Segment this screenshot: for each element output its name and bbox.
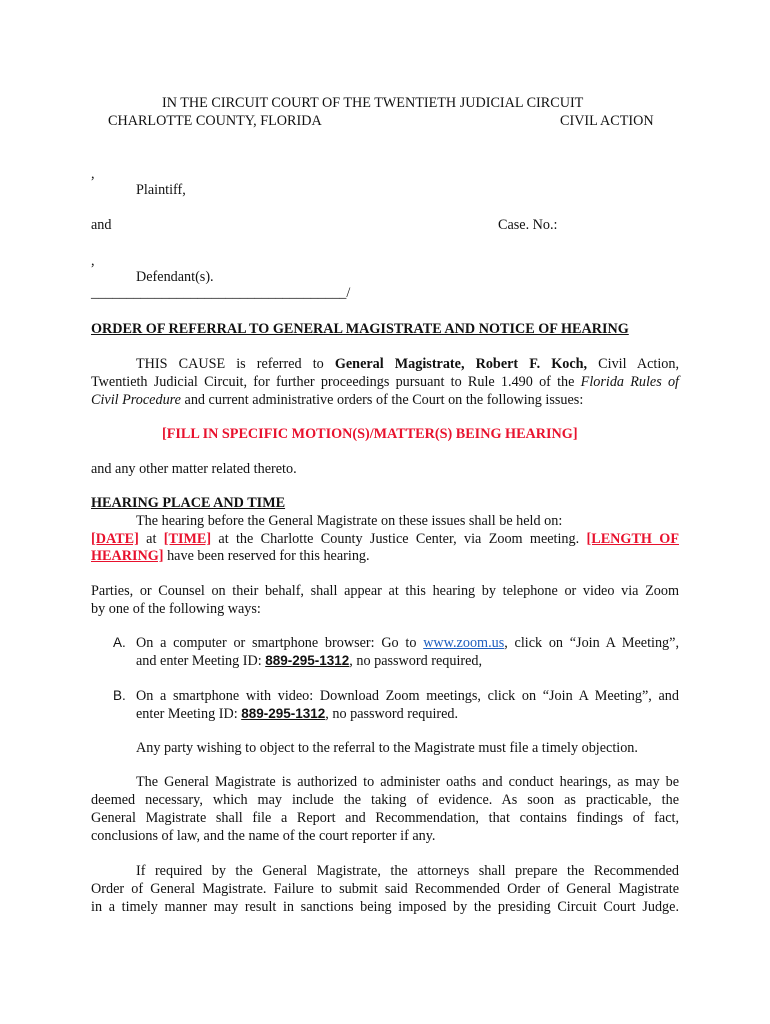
hearing-text: have been reserved for this hearing.: [163, 548, 370, 564]
authority-line-2: deemed necessary, which may include the taking of evidence. As soon as practicable, the: [91, 792, 679, 808]
case-number-label: Case. No.:: [498, 217, 558, 233]
plaintiff-label: Plaintiff,: [136, 182, 186, 198]
parties-line-2: by one of the following ways:: [91, 601, 261, 617]
option-text: and enter Meeting ID:: [136, 653, 266, 669]
zoom-link[interactable]: www.zoom.us: [423, 635, 505, 651]
intro-line-3: [91, 391, 583, 409]
option-text: , no password required,: [349, 653, 483, 669]
recommended-line-1: If required by the General Magistrate, the attorneys shall prepare the Recommended: [136, 863, 679, 879]
county-heading: CHARLOTTE COUNTY, FLORIDA: [108, 113, 322, 129]
meeting-id: 889-295-1312: [241, 706, 326, 721]
option-b-line-2: [136, 705, 458, 723]
length-placeholder: HEARING]: [91, 548, 164, 564]
option-a-line-2: [136, 652, 482, 670]
option-text: , no password required.: [325, 706, 459, 722]
order-title: ORDER OF REFERRAL TO GENERAL MAGISTRATE AND NOTICE OF HEARING: [91, 321, 629, 337]
recommended-line-3: in a timely manner may result in sanctions being imposed by the presiding Circuit Court Judge.: [91, 899, 679, 915]
option-b-line-1: On a smartphone with video: Download Zoom meetings, click on “Join A Meeting”, and: [136, 688, 679, 704]
court-heading: IN THE CIRCUIT COURT OF THE TWENTIETH JUDICIAL CIRCUIT: [162, 95, 584, 111]
length-placeholder: [LENGTH OF: [586, 531, 679, 547]
magistrate-name: General Magistrate, Robert F. Koch,: [334, 356, 588, 372]
defendant-label: Defendant(s).: [136, 269, 214, 285]
intro-line-1: [136, 355, 679, 373]
authority-line-1: The General Magistrate is authorized to administer oaths and conduct hearings, as may be: [136, 774, 679, 790]
hearing-heading: HEARING PLACE AND TIME: [91, 495, 286, 511]
option-b-letter: B.: [113, 688, 126, 703]
objection-text: Any party wishing to object to the referral to the Magistrate must file a timely objection.: [136, 740, 638, 756]
defendant-comma: ,: [91, 253, 95, 269]
intro-text: Civil Action,: [587, 356, 680, 372]
option-text: On a computer or smartphone browser: Go to: [136, 635, 424, 651]
parties-line-1: Parties, or Counsel on their behalf, shall appear at this hearing by telephone or video via Zoom: [91, 583, 679, 599]
intro-text: and current administrative orders of the Court on the following issues:: [180, 392, 584, 408]
option-text: , click on “Join A Meeting”,: [504, 635, 679, 651]
authority-line-3: General Magistrate shall file a Report and Recommendation, that contains findings of fact,: [91, 810, 679, 826]
hearing-text: at: [138, 531, 164, 547]
hearing-line-2: [91, 530, 679, 548]
other-matter-text: and any other matter related thereto.: [91, 461, 297, 477]
rules-title: Florida Rules of: [580, 374, 679, 390]
intro-line-2: [91, 373, 679, 391]
recommended-line-2: Order of General Magistrate. Failure to submit said Recommended Order of General Magistrate: [91, 881, 679, 897]
rules-title: Civil Procedure: [91, 392, 181, 408]
action-type: CIVIL ACTION: [560, 113, 654, 129]
authority-line-4: conclusions of law, and the name of the court reporter if any.: [91, 828, 436, 844]
option-text: enter Meeting ID:: [136, 706, 242, 722]
hearing-text: at the Charlotte County Justice Center, via Zoom meeting.: [211, 531, 587, 547]
fill-in-placeholder: [FILL IN SPECIFIC MOTION(S)/MATTER(S) BEING HEARING]: [162, 426, 578, 442]
meeting-id: 889-295-1312: [265, 653, 350, 668]
and-label: and: [91, 217, 112, 233]
option-a-letter: A.: [113, 635, 126, 650]
date-placeholder: [DATE]: [91, 531, 139, 547]
hearing-line-1: The hearing before the General Magistrate on these issues shall be held on:: [136, 513, 563, 529]
caption-signature-line: ____________________________________/: [91, 285, 351, 301]
plaintiff-comma: ,: [91, 166, 95, 182]
hearing-line-3: [91, 547, 370, 565]
intro-text: Twentieth Judicial Circuit, for further proceedings pursuant to Rule 1.490 of the: [91, 374, 581, 390]
intro-text: THIS CAUSE is referred to: [136, 356, 335, 372]
time-placeholder: [TIME]: [163, 531, 212, 547]
option-a-line-1: [136, 634, 679, 652]
